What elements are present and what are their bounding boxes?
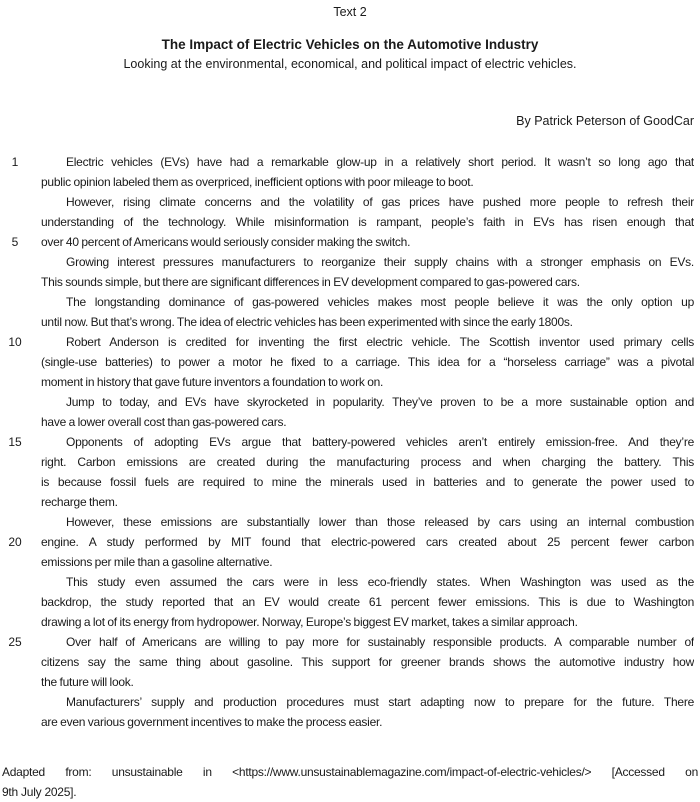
citation-line-2: 9th July 2025]. [2,785,77,799]
line-text: This study even assumed the cars were in less eco-friendly states. When Washington was used as the [66,575,694,589]
source-citation [2,762,698,802]
text-line [0,372,700,392]
line-text: backdrop, the study reported that an EV would create 61 percent fewer emissions. This is due to Washington [41,595,694,609]
line-number: 20 [8,535,22,549]
text-line [0,572,700,592]
text-line [0,592,700,612]
text-line [0,152,700,172]
citation-line-1: Adapted from: unsustainable in <https://www.unsustainablemagazine.com/impact-of-electric-vehicles/> [Accessed on [2,765,698,779]
text-line [0,332,700,352]
byline: By Patrick Peterson of GoodCar [516,114,694,128]
line-text: engine. A study performed by MIT found that electric-powered cars created about 25 percent fewer carbon [41,535,694,549]
text-line [0,632,700,652]
line-text: (single-use batteries) to power a motor he fixed to a carriage. This idea for a “horseless carriage” was a pivotal [41,355,694,369]
text-line [0,532,700,552]
text-line [0,612,700,632]
text-line [0,312,700,332]
page-title: The Impact of Electric Vehicles on the Automotive Industry [161,37,539,52]
text-line [0,252,700,272]
text-line [0,272,700,292]
line-text: the future will look. [41,675,134,689]
line-text: Robert Anderson is credited for inventing the first electric vehicle. The Scottish inventor used primary cells [66,335,694,349]
text-line [0,672,700,692]
line-text: However, rising climate concerns and the volatility of gas prices have pushed more people to refresh their [66,195,694,209]
line-text: is because fossil fuels are required to mine the minerals used in batteries and to generate the power used to [41,475,694,489]
text-line [0,452,700,472]
doc-label: Text 2 [333,5,367,19]
line-text: The longstanding dominance of gas-powered vehicles makes most people believe it was the only option up [66,295,694,309]
text-line [0,412,700,432]
line-text: citizens say the same thing about gasoline. This support for greener brands shows the automotive industry how [41,655,694,669]
line-text: have a lower overall cost than gas-powered cars. [41,415,287,429]
line-number: 10 [8,335,22,349]
text-line [0,392,700,412]
line-text: over 40 percent of Americans would seriously consider making the switch. [41,235,411,249]
line-text: Manufacturers’ supply and production procedures must start adapting now to prepare for the future. There [66,695,694,709]
passage-body [0,152,700,732]
line-number: 1 [11,155,19,169]
line-text: Growing interest pressures manufacturers to reorganize their supply chains with a stronger emphasis on EVs. [66,255,694,269]
line-text: However, these emissions are substantially lower than those released by cars using an internal combustion [66,515,694,529]
line-text: Jump to today, and EVs have skyrocketed in popularity. They’ve proven to be a more sustainable option and [66,395,694,409]
text-line [0,492,700,512]
line-text: understanding of the technology. While misinformation is rampant, people’s faith in EVs has risen enough that [41,215,694,229]
line-text: moment in history that gave future inventors a foundation to work on. [41,375,384,389]
text-line [0,292,700,312]
text-line [0,652,700,672]
line-text: until now. But that’s wrong. The idea of electric vehicles has been experimented with since the early 1800s. [41,315,573,329]
line-text: drawing a lot of its energy from hydropower. Norway, Europe’s biggest EV market, takes a similar approach. [41,615,578,629]
text-line [0,712,700,732]
line-text: Opponents of adopting EVs argue that battery-powered vehicles aren’t entirely emission-free. And they’re [66,435,694,449]
text-line [0,172,700,192]
line-text: recharge them. [41,495,118,509]
line-number: 15 [8,435,22,449]
text-line [0,192,700,212]
page-subtitle: Looking at the environmental, economical, and political impact of electric vehicles. [123,57,577,71]
line-text: are even various government incentives to make the process easier. [41,715,383,729]
text-line [0,692,700,712]
text-line [0,512,700,532]
line-text: This sounds simple, but there are significant differences in EV development compared to gas-powered cars. [41,275,580,289]
line-text: Electric vehicles (EVs) have had a remarkable glow-up in a relatively short period. It wasn’t so long ago that [66,155,694,169]
text-line [0,232,700,252]
line-text: right. Carbon emissions are created during the manufacturing process and when charging the battery. This [41,455,694,469]
line-text: emissions per mile than a gasoline alternative. [41,555,273,569]
text-line [0,472,700,492]
text-line [0,552,700,572]
text-line [0,212,700,232]
text-line [0,432,700,452]
text-line [0,352,700,372]
line-text: Over half of Americans are willing to pay more for sustainably responsible products. A comparable number of [66,635,694,649]
line-number: 5 [11,235,19,249]
line-text: public opinion labeled them as overpriced, inefficient options with poor mileage to boot. [41,175,474,189]
line-number: 25 [8,635,22,649]
